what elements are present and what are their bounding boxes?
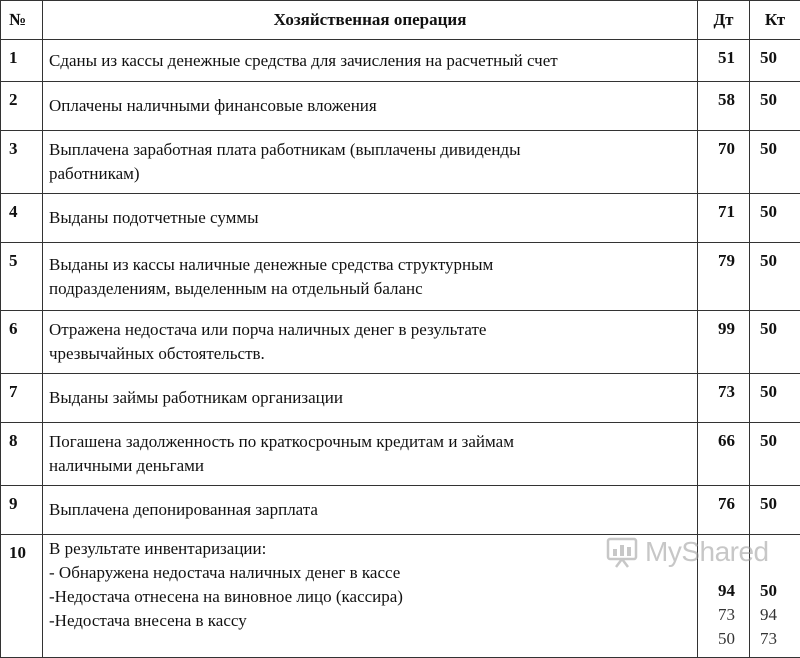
table-row <box>1 535 800 658</box>
debit-value: 51 <box>704 46 735 70</box>
table-header-row <box>1 1 800 40</box>
header-operation: Хозяйственная операция <box>43 1 698 40</box>
table-row <box>1 82 800 131</box>
table-row <box>1 311 800 374</box>
debit-account <box>698 243 750 311</box>
operation-line: -Недостача внесена в кассу <box>49 609 691 633</box>
debit-value: 73 <box>704 603 735 627</box>
debit-account <box>698 486 750 535</box>
operation-line: Выплачена заработная плата работникам (выплачены дивиденды <box>49 138 691 162</box>
operation-line: -Недостача отнесена на виновное лицо (кассира) <box>49 585 691 609</box>
row-number: 8 <box>1 423 43 486</box>
operation-description <box>43 374 698 423</box>
credit-account <box>750 82 800 131</box>
debit-value: 94 <box>704 579 735 603</box>
row-number: 5 <box>1 243 43 311</box>
credit-account <box>750 40 800 82</box>
table-row <box>1 131 800 194</box>
operation-description <box>43 40 698 82</box>
credit-value: 50 <box>760 137 794 161</box>
operation-description <box>43 486 698 535</box>
header-number: № <box>1 1 43 40</box>
debit-account <box>698 40 750 82</box>
operation-line: подразделениям, выделенным на отдельный баланс <box>49 277 691 301</box>
operation-description <box>43 423 698 486</box>
operation-line: Погашена задолженность по краткосрочным кредитам и займам <box>49 430 691 454</box>
table-row <box>1 194 800 243</box>
operation-line: Отражена недостача или порча наличных денег в результате <box>49 318 691 342</box>
operation-line: Выданы займы работникам организации <box>49 386 691 410</box>
operation-line: Сданы из кассы денежные средства для зачисления на расчетный счет <box>49 49 691 73</box>
row-number: 1 <box>1 40 43 82</box>
debit-value: 50 <box>704 627 735 651</box>
debit-value: 71 <box>704 200 735 224</box>
row-number: 10 <box>1 535 43 658</box>
debit-account <box>698 82 750 131</box>
credit-value: 94 <box>760 603 794 627</box>
credit-account <box>750 374 800 423</box>
table-row <box>1 486 800 535</box>
debit-account <box>698 374 750 423</box>
operation-description <box>43 243 698 311</box>
debit-value: 99 <box>704 317 735 341</box>
row-number: 6 <box>1 311 43 374</box>
header-debit: Дт <box>698 1 750 40</box>
operation-line: чрезвычайных обстоятельств. <box>49 342 691 366</box>
credit-value: 50 <box>760 492 794 516</box>
table-row <box>1 374 800 423</box>
credit-value: 73 <box>760 627 794 651</box>
credit-value: 50 <box>760 317 794 341</box>
operation-line: Выданы подотчетные суммы <box>49 206 691 230</box>
credit-value: 50 <box>760 579 794 603</box>
credit-value: 50 <box>760 200 794 224</box>
credit-value: 50 <box>760 429 794 453</box>
row-number: 2 <box>1 82 43 131</box>
debit-account <box>698 423 750 486</box>
header-credit: Кт <box>750 1 800 40</box>
credit-value: 50 <box>760 46 794 70</box>
credit-value: 50 <box>760 249 794 273</box>
operation-description <box>43 131 698 194</box>
operation-description <box>43 311 698 374</box>
debit-value: 76 <box>704 492 735 516</box>
debit-value: 58 <box>704 88 735 112</box>
row-number: 7 <box>1 374 43 423</box>
credit-account <box>750 194 800 243</box>
credit-value: 50 <box>760 380 794 404</box>
credit-account <box>750 423 800 486</box>
credit-account <box>750 243 800 311</box>
watermark-text: MyShared <box>645 536 769 568</box>
credit-account <box>750 131 800 194</box>
debit-value: 73 <box>704 380 735 404</box>
debit-account <box>698 194 750 243</box>
row-number: 4 <box>1 194 43 243</box>
debit-value: 79 <box>704 249 735 273</box>
operation-line: Выплачена депонированная зарплата <box>49 498 691 522</box>
table-row <box>1 423 800 486</box>
credit-account <box>750 535 800 658</box>
table-row <box>1 243 800 311</box>
operation-line: работникам) <box>49 162 691 186</box>
table-row <box>1 40 800 82</box>
operation-line: - Обнаружена недостача наличных денег в кассе <box>49 561 691 585</box>
debit-account <box>698 131 750 194</box>
debit-value: 66 <box>704 429 735 453</box>
debit-account <box>698 535 750 658</box>
operation-description <box>43 82 698 131</box>
debit-value: 70 <box>704 137 735 161</box>
operation-line: наличными деньгами <box>49 454 691 478</box>
credit-value: 50 <box>760 88 794 112</box>
table-body <box>1 40 800 658</box>
debit-account <box>698 311 750 374</box>
operation-line: В результате инвентаризации: <box>49 537 691 561</box>
operation-line: Выданы из кассы наличные денежные средства структурным <box>49 253 691 277</box>
operation-description <box>43 535 698 658</box>
operation-description <box>43 194 698 243</box>
credit-account <box>750 486 800 535</box>
row-number: 9 <box>1 486 43 535</box>
credit-account <box>750 311 800 374</box>
row-number: 3 <box>1 131 43 194</box>
operation-line: Оплачены наличными финансовые вложения <box>49 94 691 118</box>
